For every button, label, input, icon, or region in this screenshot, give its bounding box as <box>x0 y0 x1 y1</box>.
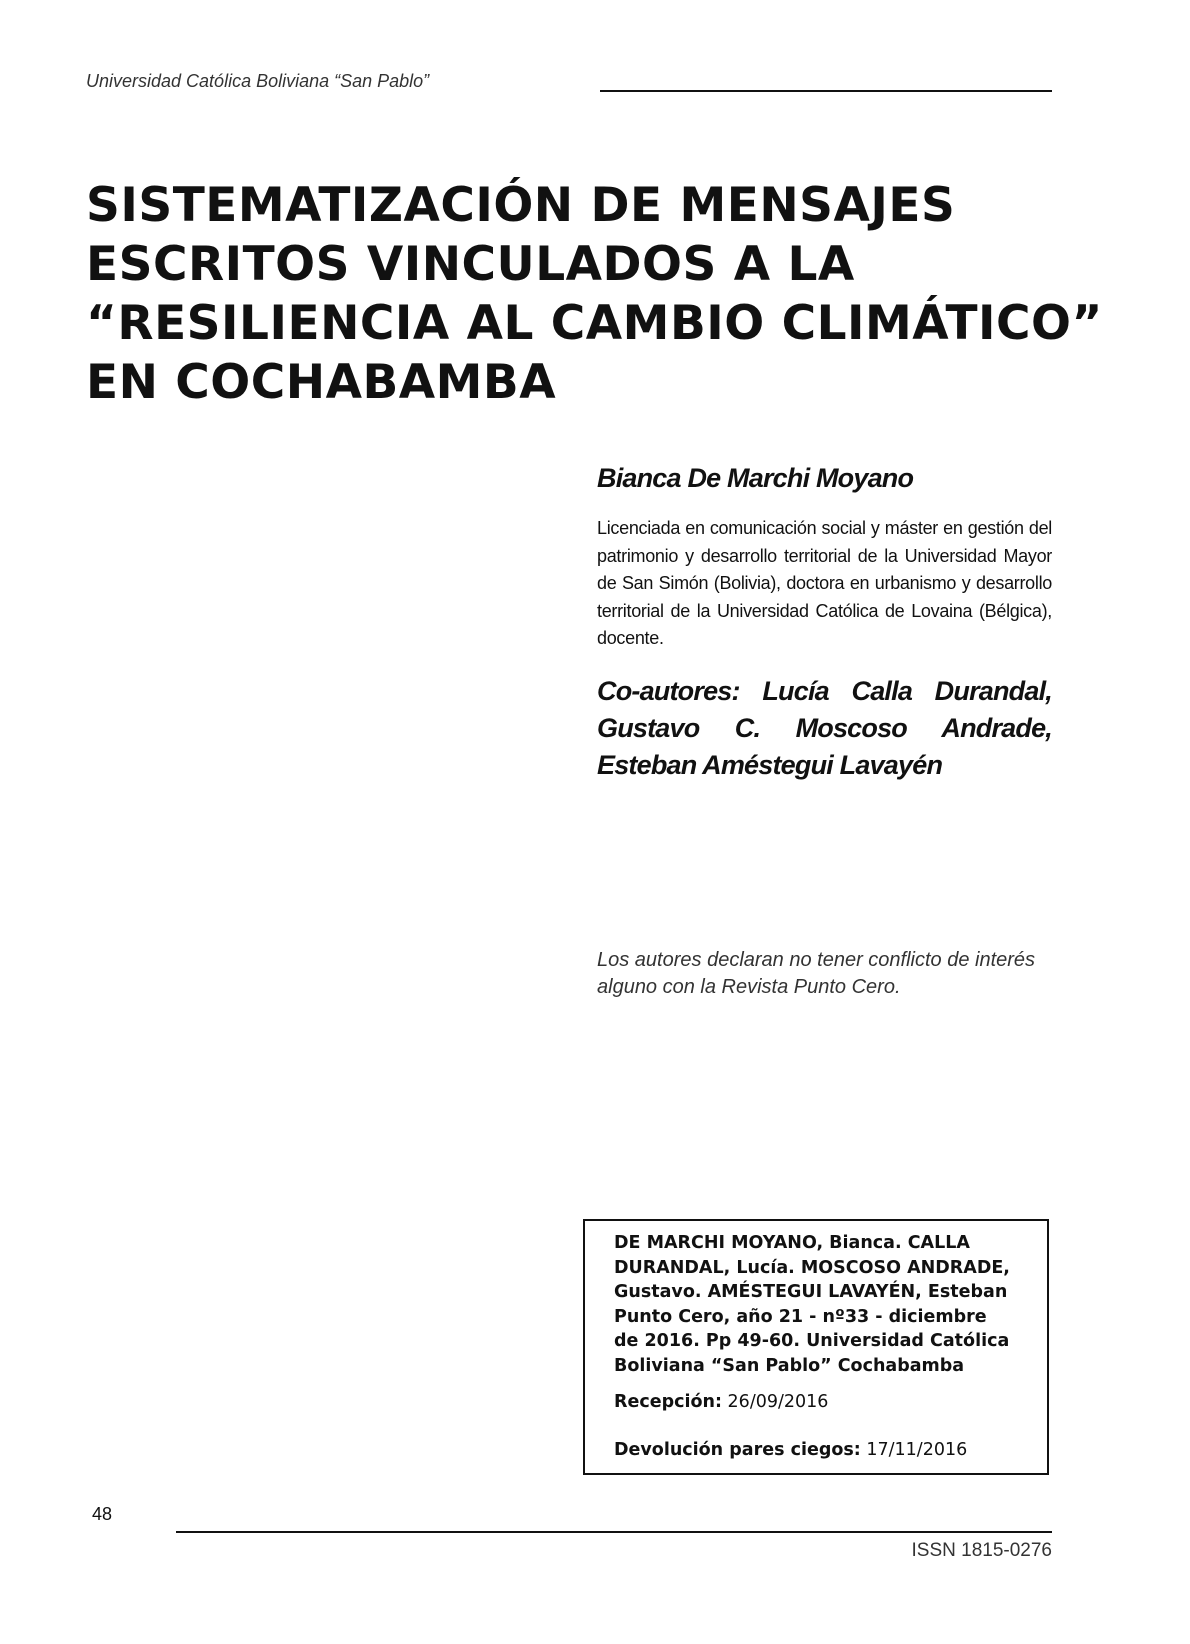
review-label: Devolución pares ciegos: <box>614 1440 861 1460</box>
title-line-4: EN COCHABAMBA <box>86 355 557 410</box>
article-title <box>86 176 1103 412</box>
author-name: Bianca De Marchi Moyano <box>597 463 914 493</box>
review-date-line <box>614 1440 1034 1460</box>
citation-line: DURANDAL, Lucía. MOSCOSO ANDRADE, <box>614 1257 1010 1278</box>
reception-date: 26/09/2016 <box>727 1392 829 1412</box>
conflict-disclaimer: Los autores declaran no tener conflicto de interés alguno con la Revista Punto Cero. <box>597 949 1036 998</box>
coauthors: Co-autores: Lucía Calla Durandal, Gustavo C. Moscoso Andrade, Esteban Améstegui Lavayén <box>597 676 1052 780</box>
page-number: 48 <box>92 1504 113 1524</box>
citation-line: DE MARCHI MOYANO, Bianca. CALLA <box>614 1233 970 1253</box>
footer-rule <box>176 1531 1052 1533</box>
citation-line: Boliviana “San Pablo” Cochabamba <box>614 1355 965 1376</box>
running-header-university: Universidad Católica Boliviana “San Pablo” <box>86 71 430 91</box>
header-rule <box>600 90 1052 92</box>
reception-date-line <box>614 1392 1034 1412</box>
title-line-2: ESCRITOS VINCULADOS A LA <box>86 237 855 292</box>
review-date: 17/11/2016 <box>866 1440 968 1460</box>
title-line-1: SISTEMATIZACIÓN DE MENSAJES <box>86 178 956 233</box>
issn: ISSN 1815-0276 <box>911 1540 1052 1561</box>
citation-line: Punto Cero, año 21 - nº33 - diciembre <box>614 1306 987 1327</box>
citation-line: Gustavo. AMÉSTEGUI LAVAYÉN, Esteban <box>614 1282 1008 1302</box>
title-line-3: “RESILIENCIA AL CAMBIO CLIMÁTICO” <box>86 296 1103 351</box>
citation-line: de 2016. Pp 49-60. Universidad Católica <box>614 1331 1010 1351</box>
citation-text <box>614 1231 1034 1378</box>
author-bio: Licenciada en comunicación social y máster en gestión del patrimonio y desarrollo territorial de la Universidad Mayor de San Simón (Bolivia), doctora en urbanismo y desarrollo territorial de la Universidad Católica de Lovaina (Bélgica), docente. <box>597 518 1052 648</box>
reception-label: Recepción: <box>614 1392 722 1412</box>
citation-box <box>583 1219 1049 1475</box>
